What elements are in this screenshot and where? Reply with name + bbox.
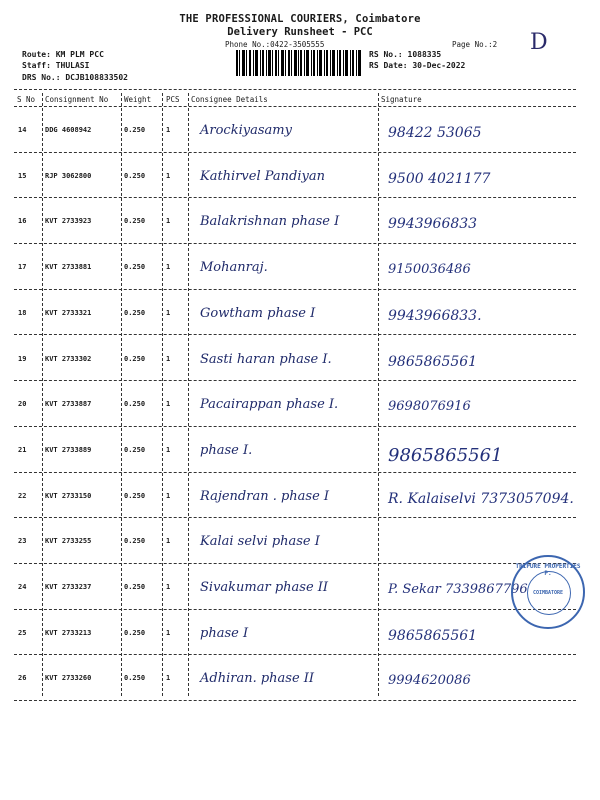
table-row: [0, 518, 600, 566]
table-row: [0, 107, 600, 155]
row-signature: 9698076916: [388, 399, 471, 415]
row-pcs: 1: [166, 537, 171, 546]
row-pcs: 1: [166, 400, 171, 409]
rs-number: RS No.: 1088335: [369, 50, 442, 59]
row-sno: 16: [18, 217, 27, 226]
row-pcs: 1: [166, 491, 171, 500]
row-sno: 18: [18, 308, 27, 317]
row-consignee-handwritten: Gowtham phase I: [200, 305, 316, 321]
row-weight: 0.250: [124, 674, 146, 683]
corner-handwritten-mark: D: [530, 30, 548, 55]
row-sno: 20: [18, 400, 27, 409]
row-sno: 19: [18, 354, 27, 363]
col-header-consignee: Consignee Details: [191, 95, 268, 104]
row-consignment-number: KVT 2733150: [45, 491, 92, 500]
row-signature: 9500 4021177: [388, 170, 491, 187]
row-consignment-number: KVT 2733237: [45, 583, 92, 591]
row-sno: 23: [18, 537, 27, 546]
row-weight: 0.250: [124, 445, 146, 454]
row-pcs: 1: [166, 445, 171, 454]
row-signature: 9943966833: [388, 216, 478, 233]
route-label: Route: KM PLM PCC: [22, 50, 104, 59]
row-consignment-number: DDG 4608942: [45, 126, 92, 134]
row-signature: 9943966833.: [388, 307, 482, 324]
row-weight: 0.250: [124, 354, 146, 363]
table-row: [0, 564, 600, 612]
row-weight: 0.250: [124, 126, 146, 134]
row-signature: 9150036486: [388, 262, 471, 278]
col-header-consignment: Consignment No: [45, 95, 109, 104]
row-pcs: 1: [166, 126, 171, 134]
row-pcs: 1: [166, 217, 171, 226]
row-sno: 24: [18, 583, 27, 591]
row-pcs: 1: [166, 263, 171, 272]
row-weight: 0.250: [124, 537, 146, 546]
row-weight: 0.250: [124, 171, 146, 180]
row-pcs: 1: [166, 171, 171, 180]
row-sno: 17: [18, 263, 27, 272]
row-consignment-number: KVT 2733321: [45, 308, 92, 317]
company-stamp: [511, 555, 585, 629]
row-weight: 0.250: [124, 583, 146, 591]
runsheet-title: Delivery Runsheet - PCC: [227, 26, 373, 38]
table-row: [0, 610, 600, 658]
table-row: [0, 290, 600, 338]
row-consignee-handwritten: Kalai selvi phase I: [200, 534, 320, 550]
row-consignee-handwritten: Sivakumar phase II: [200, 580, 329, 595]
row-sno: 21: [18, 445, 27, 454]
row-sno: 25: [18, 628, 27, 637]
row-weight: 0.250: [124, 400, 146, 409]
row-sno: 15: [18, 171, 27, 180]
table-row: [0, 153, 600, 201]
row-consignee-handwritten: Mohanraj.: [200, 260, 268, 276]
header-divider: [14, 89, 576, 90]
row-signature: 9865865561: [388, 627, 478, 644]
row-consignee-handwritten: Pacairappan phase I.: [200, 397, 339, 413]
row-consignee-handwritten: Sasti haran phase I.: [200, 351, 332, 367]
row-signature: R. Kalaiselvi 7373057094.: [388, 490, 574, 507]
col-header-signature: Signature: [381, 95, 422, 104]
row-consignment-number: KVT 2733302: [45, 354, 92, 363]
row-weight: 0.250: [124, 308, 146, 317]
rs-date: RS Date: 30-Dec-2022: [369, 61, 466, 70]
table-row: [0, 336, 600, 384]
row-signature: 9865865561: [388, 353, 478, 370]
table-row: [0, 381, 600, 429]
row-consignment-number: KVT 2733213: [45, 628, 92, 637]
stamp-subtext: COIMBATORE: [532, 590, 564, 596]
row-weight: 0.250: [124, 491, 146, 500]
row-consignment-number: KVT 2733881: [45, 263, 92, 272]
page-number: Page No.:2: [452, 40, 498, 49]
row-divider: [14, 700, 576, 701]
stamp-text: TRIPURE PROPERTIES P.: [515, 563, 581, 577]
row-consignee-handwritten: Balakrishnan phase I: [200, 214, 340, 230]
row-pcs: 1: [166, 308, 171, 317]
row-consignment-number: KVT 2733887: [45, 400, 92, 409]
row-sno: 14: [18, 126, 27, 134]
drs-number: DRS No.: DCJB108833502: [22, 73, 128, 82]
phone-number: Phone No.:0422-3505555: [225, 40, 325, 49]
row-consignee-handwritten: Arockiyasamy: [200, 123, 292, 138]
company-name: THE PROFESSIONAL COURIERS, Coimbatore: [179, 13, 421, 25]
row-consignee-handwritten: Kathirvel Pandiyan: [200, 168, 325, 184]
row-consignee-handwritten: phase I.: [200, 442, 253, 458]
row-pcs: 1: [166, 354, 171, 363]
row-pcs: 1: [166, 674, 171, 683]
row-signature: P. Sekar 7339867796: [388, 582, 528, 597]
row-consignment-number: KVT 2733923: [45, 217, 92, 226]
row-consignee-handwritten: Rajendran . phase I: [200, 488, 330, 504]
col-header-sno: S No: [17, 95, 36, 104]
row-consignee-handwritten: phase I: [200, 625, 249, 641]
barcode: [236, 50, 363, 76]
row-weight: 0.250: [124, 217, 146, 226]
row-pcs: 1: [166, 583, 171, 591]
row-signature: 9865865561: [388, 444, 503, 466]
col-header-pcs: PCS: [166, 95, 180, 104]
table-row: [0, 473, 600, 521]
col-header-weight: Weight: [124, 95, 152, 104]
table-row: [0, 244, 600, 292]
staff-label: Staff: THULASI: [22, 61, 90, 70]
table-row: [0, 655, 600, 703]
table-row: [0, 427, 600, 475]
row-pcs: 1: [166, 628, 171, 637]
row-consignment-number: KVT 2733255: [45, 537, 92, 546]
row-consignee-handwritten: Adhiran. phase II: [200, 671, 315, 687]
row-sno: 22: [18, 491, 27, 500]
row-sno: 26: [18, 674, 27, 683]
row-signature: 9994620086: [388, 673, 471, 689]
row-signature: 98422 53065: [388, 125, 482, 141]
table-row: [0, 198, 600, 246]
row-weight: 0.250: [124, 263, 146, 272]
row-consignment-number: KVT 2733889: [45, 445, 92, 454]
row-consignment-number: KVT 2733260: [45, 674, 92, 683]
row-weight: 0.250: [124, 628, 146, 637]
row-consignment-number: RJP 3062800: [45, 171, 92, 180]
